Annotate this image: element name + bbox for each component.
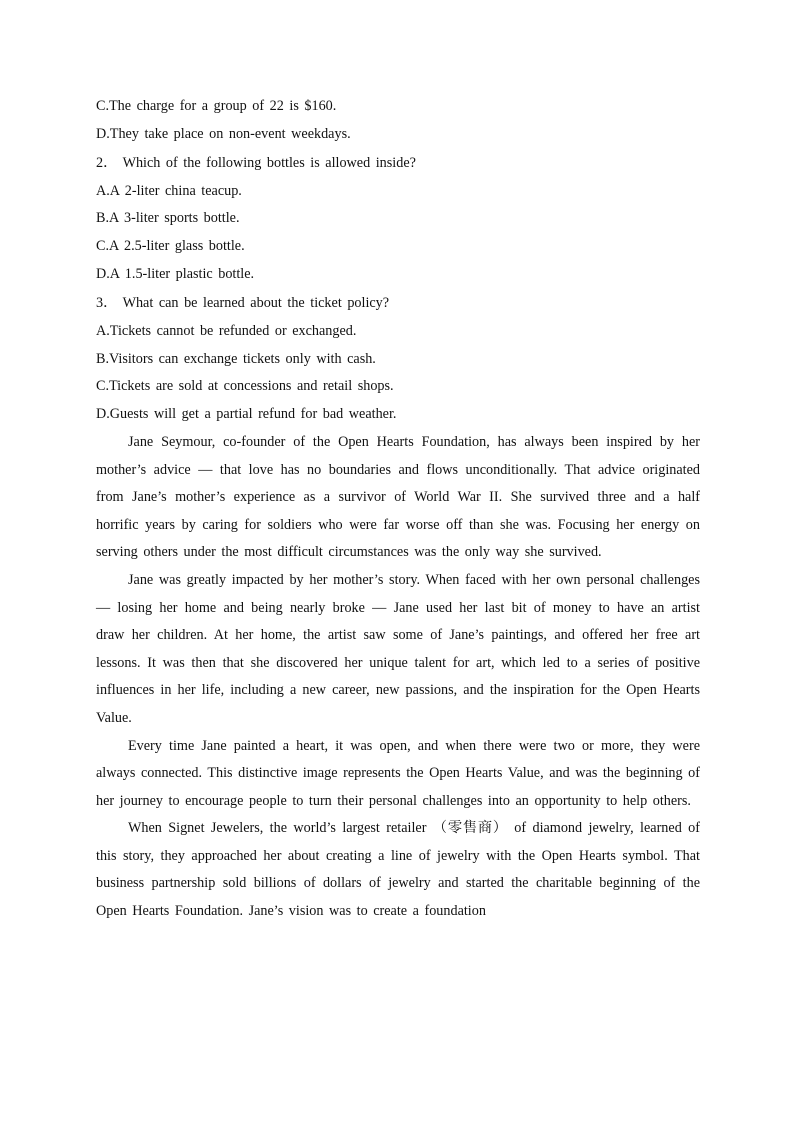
passage-paragraph-3: Every time Jane painted a heart, it was open, and when there were two or more, they were always connected. This distinctive image represents the Open Hearts Value, and was the beginning of her journey to encourage people to turn their personal challenges into an opportunity to help others. bbox=[96, 737, 700, 809]
passage-paragraph-1: Jane Seymour, co-founder of the Open Hearts Foundation, has always been inspired by her mother’s advice — that love has no boundaries and flows unconditionally. That advice originated from Jane’s mother’s experience as a survivor of World War II. She survived three and a half horrific years by caring for soldiers who were far worse off than she was. Focusing her energy on serving others under the most difficult circumstances was the only way she survived. bbox=[96, 433, 700, 561]
q3-option-a: A.Tickets cannot be refunded or exchanged. bbox=[96, 322, 357, 339]
passage-paragraph-4: When Signet Jewelers, the world’s largest retailer （零售商） of diamond jewelry, learned of this story, they approached her about creating a line of jewelry with the Open Hearts symbol. That business partnership sold billions of dollars of jewelry and started the charitable beginning of the Open Hearts Foundation. Jane’s vision was to create a foundation bbox=[96, 820, 700, 920]
q2-option-a: A.A 2-liter china teacup. bbox=[96, 182, 242, 199]
q2-option-c: C.A 2.5-liter glass bottle. bbox=[96, 238, 245, 255]
q3-option-d: D.Guests will get a partial refund for bad weather. bbox=[96, 406, 397, 423]
q2-option-d: D.A 1.5-liter plastic bottle. bbox=[96, 265, 255, 282]
passage-paragraph-2: Jane was greatly impacted by her mother’s story. When faced with her own personal challenges — losing her home and being nearly broke — Jane used her last bit of money to have an artist draw her children. At her home, the artist saw some of Jane’s paintings, and offered her free art lessons. It was then that she discovered her unique talent for art, which led to a series of positive influences in her life, including a new career, new passions, and the inspiration for the Open Hearts Value. bbox=[96, 571, 700, 726]
q1-option-c: C.The charge for a group of 22 is $160. bbox=[96, 98, 337, 114]
q3-option-b: B.Visitors can exchange tickets only with cash. bbox=[96, 350, 376, 367]
question-2-stem: 2． Which of the following bottles is allowed inside? bbox=[96, 154, 416, 171]
q1-option-d: D.They take place on non-event weekdays. bbox=[96, 125, 351, 142]
document-page bbox=[96, 93, 700, 926]
question-3-stem: 3． What can be learned about the ticket policy? bbox=[96, 294, 390, 311]
q2-option-b: B.A 3-liter sports bottle. bbox=[96, 210, 240, 227]
q3-option-c: C.Tickets are sold at concessions and retail shops. bbox=[96, 378, 394, 395]
